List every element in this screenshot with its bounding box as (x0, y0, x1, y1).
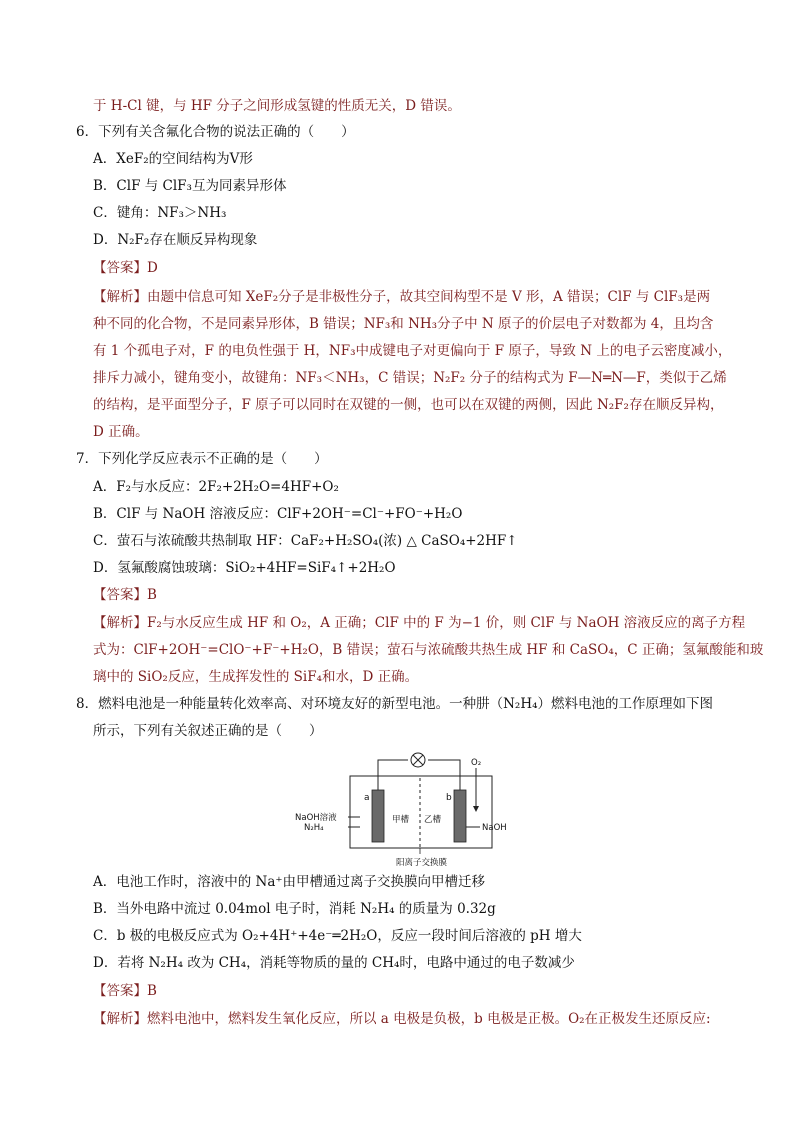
electrode-a (372, 790, 384, 842)
text-line: 璃中的 SiO₂反应，生成挥发性的 SiF₄和水，D 正确。 (93, 669, 419, 685)
text-line: 【答案】B (93, 587, 157, 603)
text-line: 【答案】D (93, 260, 158, 276)
fuel-cell-diagram (292, 750, 532, 870)
text-line: 6．下列有关含氟化合物的说法正确的（ ） (76, 124, 355, 140)
electrode-b (454, 790, 466, 842)
text-line: D 正确。 (93, 424, 149, 440)
label-electrode-a: a (364, 793, 370, 803)
text-line: 于 H-Cl 键，与 HF 分子之间形成氢键的性质无关，D 错误。 (93, 98, 461, 114)
text-line: A．XeF₂的空间结构为V形 (93, 151, 253, 167)
label-membrane: 阳离子交换膜 (396, 858, 448, 868)
cell-tank (350, 776, 492, 848)
text-line: 所示，下列有关叙述正确的是（ ） (93, 723, 323, 739)
text-line: C．键角：NF₃＞NH₃ (93, 205, 227, 221)
text-line: 【解析】燃料电池中，燃料发生氧化反应，所以 a 电极是负极，b 电极是正极。O₂在正极发生还原反应: (93, 1011, 711, 1027)
text-line: 有 1 个孤电子对，F 的电负性强于 H，NF₃中成键电子对更偏向于 F 原子，导致 N 上的电子云密度减小， (93, 343, 732, 359)
label-electrode-b: b (446, 793, 452, 803)
label-naoh-solution: NaOH溶液 (295, 813, 337, 823)
text-line: A．F₂与水反应：2F₂+2H₂O=4HF+O₂ (93, 479, 339, 495)
text-line: B．ClF 与 ClF₃互为同素异形体 (93, 178, 287, 194)
lamp-icon (411, 753, 425, 767)
text-line: 【答案】B (93, 983, 157, 999)
text-line: 的结构，是平面型分子，F 原子可以同时在双键的一侧，也可以在双键的两侧，因此 N₂F₂存在顺反异构， (93, 397, 724, 413)
label-naoh-right: NaOH (482, 823, 507, 833)
text-line: C．萤石与浓硫酸共热制取 HF：CaF₂+H₂SO₄(浓) △ CaSO₄+2HF↑ (93, 533, 518, 549)
text-line: D．氢氟酸腐蚀玻璃：SiO₂+4HF=SiF₄↑+2H₂O (93, 560, 396, 576)
text-line: 【解析】F₂与水反应生成 HF 和 O₂，A 正确；ClF 中的 F 为−1 价，则 ClF 与 NaOH 溶液反应的离子方程 (93, 615, 746, 631)
text-line: C．b 极的电极反应式为 O₂+4H⁺+4e⁻═2H₂O，反应一段时间后溶液的 pH 增大 (93, 928, 582, 944)
o2-arrow-icon (473, 806, 479, 812)
text-line: A．电池工作时，溶液中的 Na⁺由甲槽通过离子交换膜向甲槽迁移 (93, 874, 486, 890)
text-line: 【解析】由题中信息可知 XeF₂分子是非极性分子，故其空间构型不是 V 形，A 错误；ClF 与 ClF₃是两 (93, 289, 711, 305)
external-wire-right (428, 760, 460, 790)
text-line: D．N₂F₂存在顺反异构现象 (93, 232, 258, 248)
text-line: 7．下列化学反应表示不正确的是（ ） (76, 451, 328, 467)
label-n2h4: N₂H₄ (304, 823, 324, 833)
external-wire (378, 760, 408, 790)
text-line: B．ClF 与 NaOH 溶液反应：ClF+2OH⁻=Cl⁻+FO⁻+H₂O (93, 506, 463, 522)
text-line: 排斥力减小，键角变小，故键角：NF₃＜NH₃，C 错误；N₂F₂ 分子的结构式为 F—N═N—F，类似于乙烯 (93, 370, 727, 386)
text-line: B．当外电路中流过 0.04mol 电子时，消耗 N₂H₄ 的质量为 0.32g (93, 901, 496, 917)
text-line: 8．燃料电池是一种能量转化效率高、对环境友好的新型电池。一种肼（N₂H₄）燃料电池的工作原理如下图 (76, 696, 713, 712)
label-o2: O₂ (471, 758, 482, 768)
text-line: 式为：ClF+2OH⁻=ClO⁻+F⁻+H₂O，B 错误；萤石与浓硫酸共热生成 HF 和 CaSO₄，C 正确；氢氟酸能和玻 (93, 642, 764, 658)
label-tank-jia: 甲槽 (392, 815, 410, 825)
text-line: 种不同的化合物，不是同素异形体，B 错误；NF₃和 NH₃分子中 N 原子的价层电子对数都为 4，且均含 (93, 316, 714, 332)
label-tank-yi: 乙槽 (424, 815, 442, 825)
text-line: D．若将 N₂H₄ 改为 CH₄，消耗等物质的量的 CH₄时，电路中通过的电子数减少 (93, 955, 575, 971)
